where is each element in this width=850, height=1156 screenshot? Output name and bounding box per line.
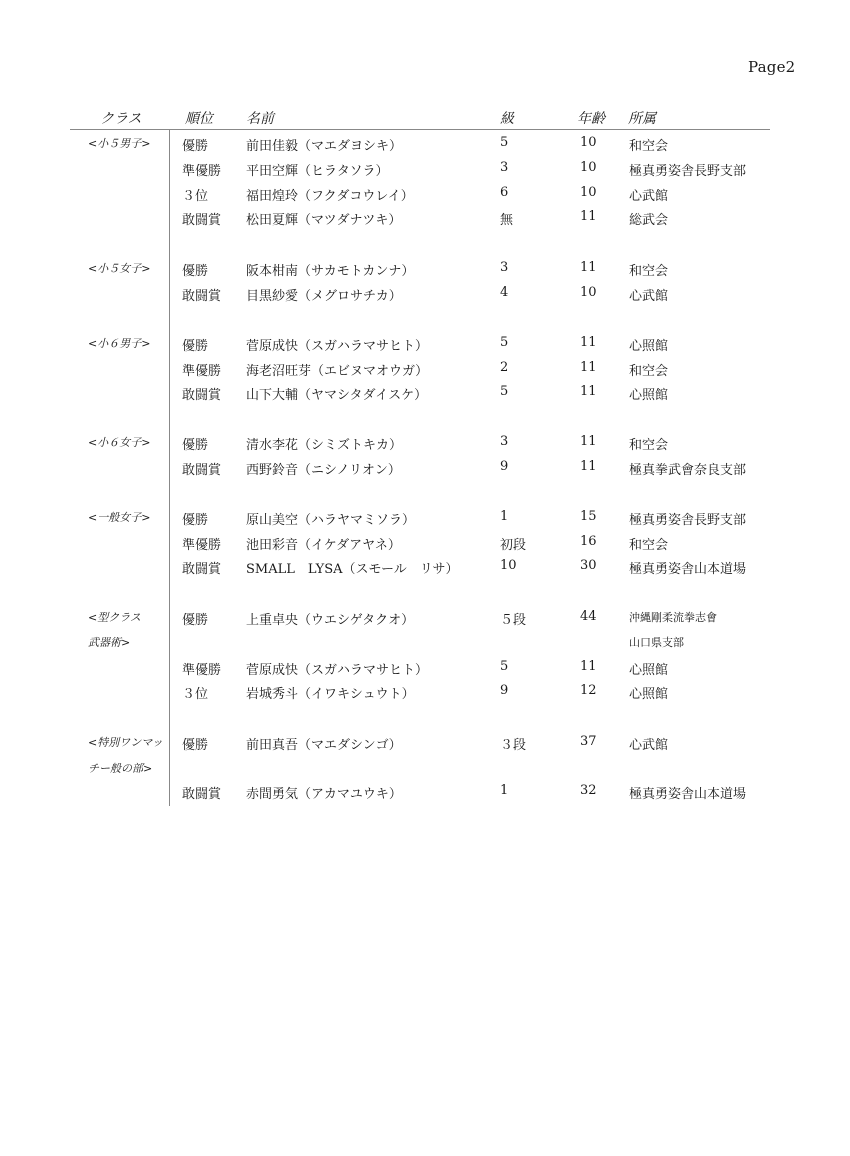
affiliation-cell: 和空会: [629, 139, 669, 154]
age-cell: 10: [580, 185, 597, 200]
grade-cell: 3: [500, 160, 509, 175]
table-row: [0, 360, 850, 380]
class-label: チー般の部>: [88, 762, 153, 775]
grade-cell: 無: [500, 213, 514, 228]
header-grade: 級: [500, 111, 514, 127]
affiliation-cell: 和空会: [629, 538, 669, 553]
rank-cell: 準優勝: [182, 538, 222, 553]
class-label: <一般女子>: [88, 511, 151, 524]
rank-cell: 敢闘賞: [182, 289, 222, 304]
grade-cell: 5: [500, 335, 509, 350]
name-cell: 上重卓央（ウエシゲタクオ）: [246, 613, 415, 628]
name-cell: 岩城秀斗（イワキシュウト）: [246, 687, 415, 702]
name-cell: 赤間勇気（アカマユウキ）: [246, 787, 402, 802]
table-row: [0, 185, 850, 205]
affiliation-cell: 沖縄剛柔流拳志會: [629, 611, 717, 624]
grade-cell: 1: [500, 509, 509, 524]
header-affiliation: 所属: [628, 111, 656, 127]
rank-cell: 敢闘賞: [182, 213, 222, 228]
table-row: [0, 260, 850, 280]
page-number: Page2: [748, 58, 796, 76]
grade-cell: 5: [500, 659, 509, 674]
rank-cell: 優勝: [182, 264, 209, 279]
affiliation-cell: 極真勇姿舎長野支部: [629, 164, 747, 179]
name-cell: 山下大輔（ヤマシタダイスケ）: [246, 388, 428, 403]
table-row: [0, 285, 850, 305]
rank-cell: 優勝: [182, 438, 209, 453]
age-cell: 10: [580, 160, 597, 175]
affiliation-cell: 極真勇姿舎山本道場: [629, 562, 747, 577]
grade-cell: 初段: [500, 538, 527, 553]
name-cell: SMALL LYSA（スモール リサ）: [246, 562, 459, 577]
affiliation-cell: 心照館: [629, 388, 669, 403]
class-label: <型クラス: [88, 611, 141, 624]
grade-cell: 3: [500, 434, 509, 449]
affiliation-cell: 極真勇姿舎山本道場: [629, 787, 747, 802]
header-class: クラス: [100, 111, 142, 127]
affiliation-cell: 心照館: [629, 339, 669, 354]
table-row: [0, 459, 850, 479]
name-cell: 菅原成快（スガハラマサヒト）: [246, 663, 429, 678]
rank-cell: ３位: [182, 189, 209, 204]
rank-cell: 敢闘賞: [182, 787, 222, 802]
rank-cell: 優勝: [182, 613, 209, 628]
grade-cell: 5: [500, 384, 509, 399]
age-cell: 11: [580, 209, 597, 224]
affiliation-cell: 総武会: [629, 213, 669, 228]
name-cell: 清水李花（シミズトキカ）: [246, 438, 403, 453]
age-cell: 32: [580, 783, 597, 798]
affiliation-cell: 和空会: [629, 264, 669, 279]
affiliation-cell: 心武館: [629, 738, 669, 753]
rank-cell: 準優勝: [182, 164, 222, 179]
affiliation-cell: 心武館: [629, 189, 669, 204]
name-cell: 菅原成快（スガハラマサヒト）: [246, 339, 429, 354]
affiliation-cell: 心照館: [629, 663, 669, 678]
rank-cell: 優勝: [182, 339, 209, 354]
name-cell: 海老沼旺芽（エビヌマオウガ）: [246, 364, 429, 379]
affiliation-cell: 和空会: [629, 364, 669, 379]
age-cell: 11: [580, 434, 597, 449]
rank-cell: 準優勝: [182, 663, 222, 678]
age-cell: 11: [580, 384, 597, 399]
age-cell: 10: [580, 135, 597, 150]
class-label: 武器術>: [88, 636, 131, 649]
table-row: [0, 335, 850, 355]
name-cell: 松田夏輝（マツダナツキ）: [246, 213, 402, 228]
rank-cell: 敢闘賞: [182, 463, 222, 478]
table-row: [0, 659, 850, 679]
class-label: <小６男子>: [88, 337, 151, 350]
affiliation-cell: 心照館: [629, 687, 669, 702]
grade-cell: 2: [500, 360, 509, 375]
table-row: [0, 509, 850, 529]
grade-cell: 1: [500, 783, 509, 798]
name-cell: 阪本柑南（サカモトカンナ）: [246, 264, 415, 279]
table-row: [0, 760, 850, 780]
grade-cell: 5: [500, 135, 509, 150]
age-cell: 15: [580, 509, 597, 524]
grade-cell: 6: [500, 185, 509, 200]
grade-cell: 3: [500, 260, 509, 275]
header-name: 名前: [246, 111, 274, 127]
table-row: [0, 683, 850, 703]
rank-cell: 敢闘賞: [182, 388, 222, 403]
name-cell: 原山美空（ハラヤマミソラ）: [246, 513, 416, 528]
table-row: [0, 734, 850, 754]
affiliation-cell: 山口県支部: [629, 636, 684, 649]
rank-cell: 準優勝: [182, 364, 222, 379]
age-cell: 11: [580, 335, 597, 350]
grade-cell: 9: [500, 683, 509, 698]
class-label: <小５女子>: [88, 262, 151, 275]
affiliation-cell: 心武館: [629, 289, 669, 304]
table-row: [0, 634, 850, 654]
age-cell: 30: [580, 558, 597, 573]
age-cell: 11: [580, 260, 597, 275]
grade-cell: 9: [500, 459, 509, 474]
name-cell: 前田佳毅（マエダヨシキ）: [246, 139, 403, 154]
header-rank: 順位: [185, 111, 213, 127]
age-cell: 11: [580, 360, 597, 375]
affiliation-cell: 極真勇姿舎長野支部: [629, 513, 747, 528]
rank-cell: 優勝: [182, 513, 209, 528]
class-label: <特別ワンマッ: [88, 736, 163, 749]
table-row: [0, 384, 850, 404]
age-cell: 12: [580, 683, 597, 698]
age-cell: 11: [580, 659, 597, 674]
table-row: [0, 135, 850, 155]
grade-cell: 4: [500, 285, 509, 300]
table-row: [0, 783, 850, 803]
name-cell: 福田煌玲（フクダコウレイ）: [246, 189, 414, 204]
name-cell: 西野鈴音（ニシノリオン）: [246, 463, 401, 478]
age-cell: 10: [580, 285, 597, 300]
grade-cell: ３段: [500, 738, 527, 753]
table-row: [0, 209, 850, 229]
table-row: [0, 558, 850, 578]
table-row: [0, 534, 850, 554]
table-row: [0, 609, 850, 629]
rank-cell: 優勝: [182, 738, 209, 753]
grade-cell: ５段: [500, 613, 527, 628]
age-cell: 11: [580, 459, 597, 474]
age-cell: 16: [580, 534, 597, 549]
name-cell: 前田真吾（マエダシンゴ）: [246, 738, 402, 753]
affiliation-cell: 和空会: [629, 438, 669, 453]
table-row: [0, 434, 850, 454]
rank-cell: ３位: [182, 687, 209, 702]
table-row: [0, 160, 850, 180]
class-label: <小６女子>: [88, 436, 151, 449]
name-cell: 目黒紗愛（メグロサチカ）: [246, 289, 402, 304]
header-age: 年齢: [577, 111, 605, 127]
grade-cell: 10: [500, 558, 517, 573]
age-cell: 37: [580, 734, 597, 749]
name-cell: 池田彩音（イケダアヤネ）: [246, 538, 401, 553]
rank-cell: 敢闘賞: [182, 562, 222, 577]
rank-cell: 優勝: [182, 139, 209, 154]
affiliation-cell: 極真拳武會奈良支部: [629, 463, 747, 478]
class-label: <小５男子>: [88, 137, 151, 150]
age-cell: 44: [580, 609, 597, 624]
name-cell: 平田空輝（ヒラタソラ）: [246, 164, 389, 179]
